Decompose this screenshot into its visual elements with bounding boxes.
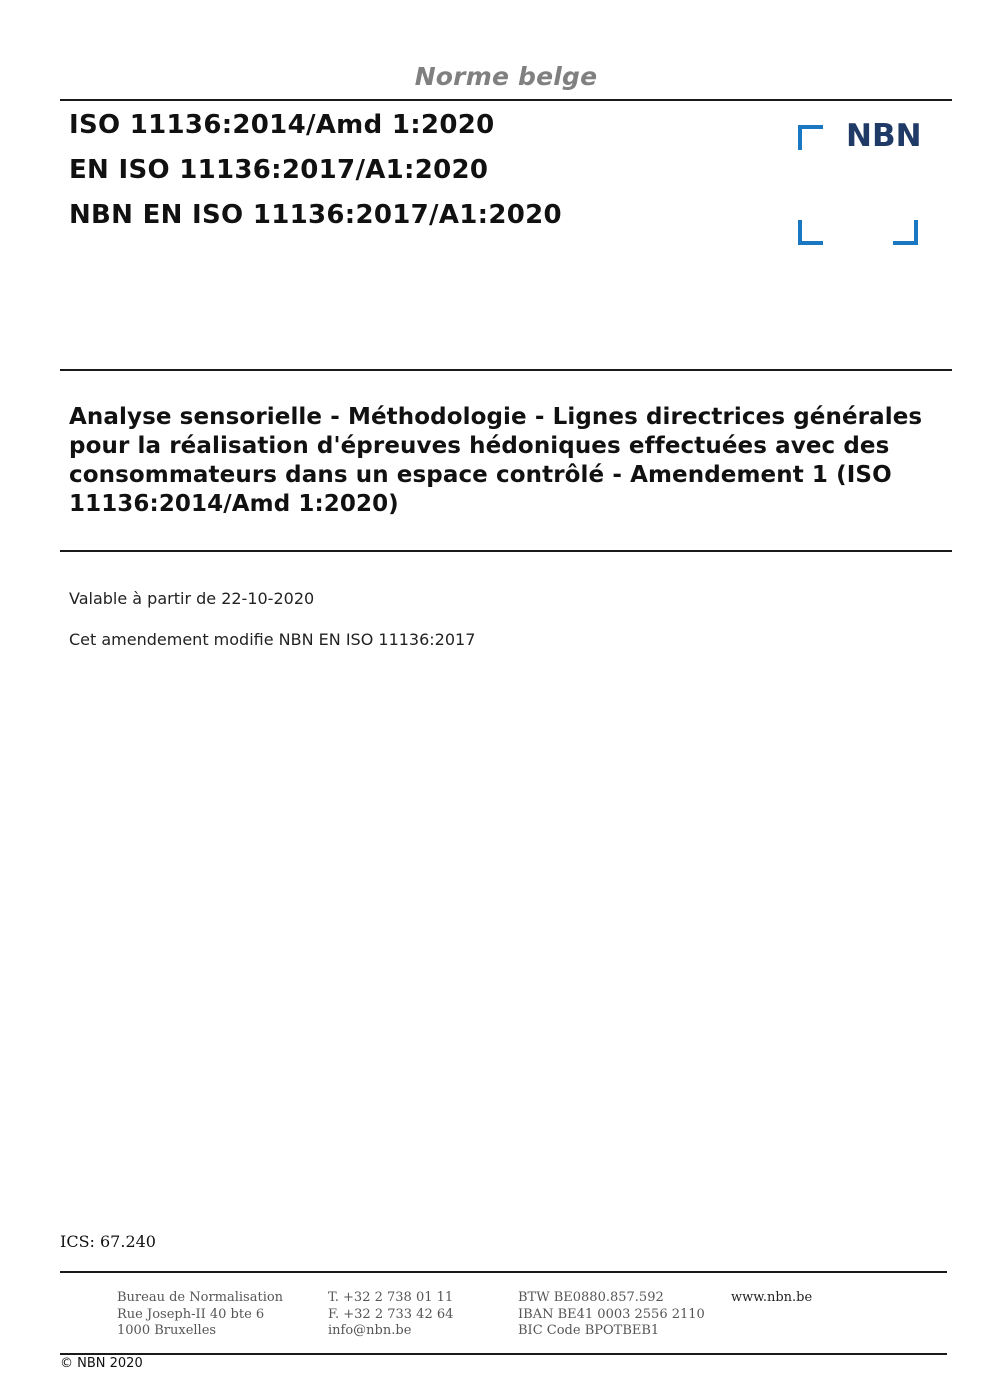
- validity-date: Valable à partir de 22-10-2020: [69, 589, 315, 608]
- footer-email-link[interactable]: info@nbn.be: [328, 1323, 412, 1338]
- footer-iban: IBAN BE41 0003 2556 2110: [518, 1306, 705, 1322]
- title-top-divider: [60, 369, 952, 371]
- footer-bottom-divider: [60, 1353, 947, 1355]
- copyright-notice: © NBN 2020: [60, 1356, 143, 1371]
- footer-address-line: 1000 Bruxelles: [117, 1323, 217, 1338]
- logo-text: NBN: [846, 118, 922, 154]
- footer-bic: BIC Code BPOTBEB1: [518, 1323, 660, 1338]
- footer-fax: F. +32 2 733 42 64: [328, 1306, 454, 1322]
- amendment-note: Cet amendement modifie NBN EN ISO 11136:2017: [69, 630, 476, 649]
- ics-code: ICS: 67.240: [60, 1232, 156, 1251]
- document-type-label: Norme belge: [414, 62, 598, 91]
- standard-en-id: EN ISO 11136:2017/A1:2020: [69, 155, 489, 185]
- standard-nbn-id: NBN EN ISO 11136:2017/A1:2020: [69, 200, 562, 230]
- footer-address: [117, 1290, 283, 1340]
- footer-website-link[interactable]: www.nbn.be: [731, 1290, 813, 1305]
- footer-bank: [518, 1290, 705, 1340]
- footer-phone: T. +32 2 738 01 11: [328, 1290, 454, 1305]
- footer-address-line: Rue Joseph-II 40 bte 6: [117, 1306, 265, 1322]
- footer-address-line: Bureau de Normalisation: [117, 1290, 284, 1305]
- footer-vat: BTW BE0880.857.592: [518, 1290, 664, 1305]
- header-divider: [60, 99, 952, 101]
- title-bottom-divider: [60, 550, 952, 552]
- standard-iso-id: ISO 11136:2014/Amd 1:2020: [69, 110, 495, 140]
- footer-contact: [328, 1290, 453, 1340]
- document-title: Analyse sensorielle - Méthodologie - Lignes directrices générales pour la réalisation d'épreuves hédoniques effectuées avec des consommateurs dans un espace contrôlé - Amendement 1 (ISO 11136:2014/Amd 1:2020): [69, 404, 923, 517]
- footer-top-divider: [60, 1271, 947, 1273]
